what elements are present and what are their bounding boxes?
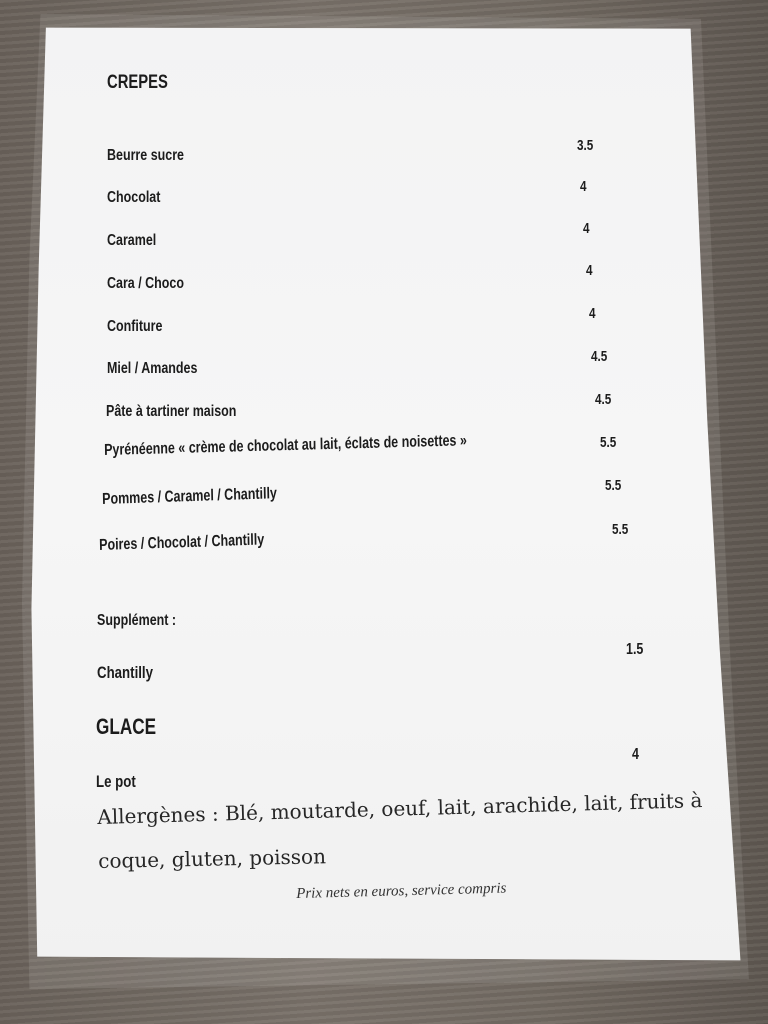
price-pyreneenne: 5.5 — [600, 434, 617, 451]
price-caramel: 4 — [583, 220, 590, 237]
item-pyreneenne: Pyrénéenne « crème de chocolat au lait, éclats de noisettes » — [104, 432, 467, 459]
item-pate-a-tartiner: Pâte à tartiner maison — [106, 403, 237, 420]
item-poires-chocolat-chantilly: Poires / Chocolat / Chantilly — [99, 531, 265, 554]
supplement-title: Supplément : — [97, 612, 177, 629]
price-chocolat: 4 — [580, 178, 587, 195]
price-cara-choco: 4 — [586, 262, 593, 279]
price-beurre-sucre: 3.5 — [577, 137, 594, 154]
price-chantilly: 1.5 — [626, 641, 644, 658]
price-confiture: 4 — [589, 305, 596, 322]
item-caramel: Caramel — [107, 232, 157, 249]
price-le-pot: 4 — [632, 746, 639, 763]
item-miel-amandes: Miel / Amandes — [107, 360, 198, 377]
item-confiture: Confiture — [107, 318, 163, 335]
price-poires-chocolat-chantilly: 5.5 — [612, 521, 629, 538]
crepes-title: CREPES — [107, 72, 168, 93]
item-pommes-caramel-chantilly: Pommes / Caramel / Chantilly — [102, 485, 278, 508]
footer-note: Prix nets en euros, service compris — [296, 880, 507, 902]
allergens-line-1: Allergènes : Blé, moutarde, oeuf, lait, arachide, lait, fruits à — [97, 788, 703, 829]
item-le-pot: Le pot — [96, 772, 136, 791]
glace-title: GLACE — [96, 714, 157, 739]
allergens-line-2: coque, gluten, poisson — [98, 844, 327, 873]
price-pommes-caramel-chantilly: 5.5 — [605, 477, 622, 494]
item-beurre-sucre: Beurre sucre — [107, 147, 185, 164]
item-cara-choco: Cara / Choco — [107, 275, 184, 292]
item-chantilly: Chantilly — [97, 663, 154, 682]
price-miel-amandes: 4.5 — [591, 348, 608, 365]
item-chocolat: Chocolat — [107, 189, 161, 206]
price-pate-a-tartiner: 4.5 — [595, 391, 612, 408]
